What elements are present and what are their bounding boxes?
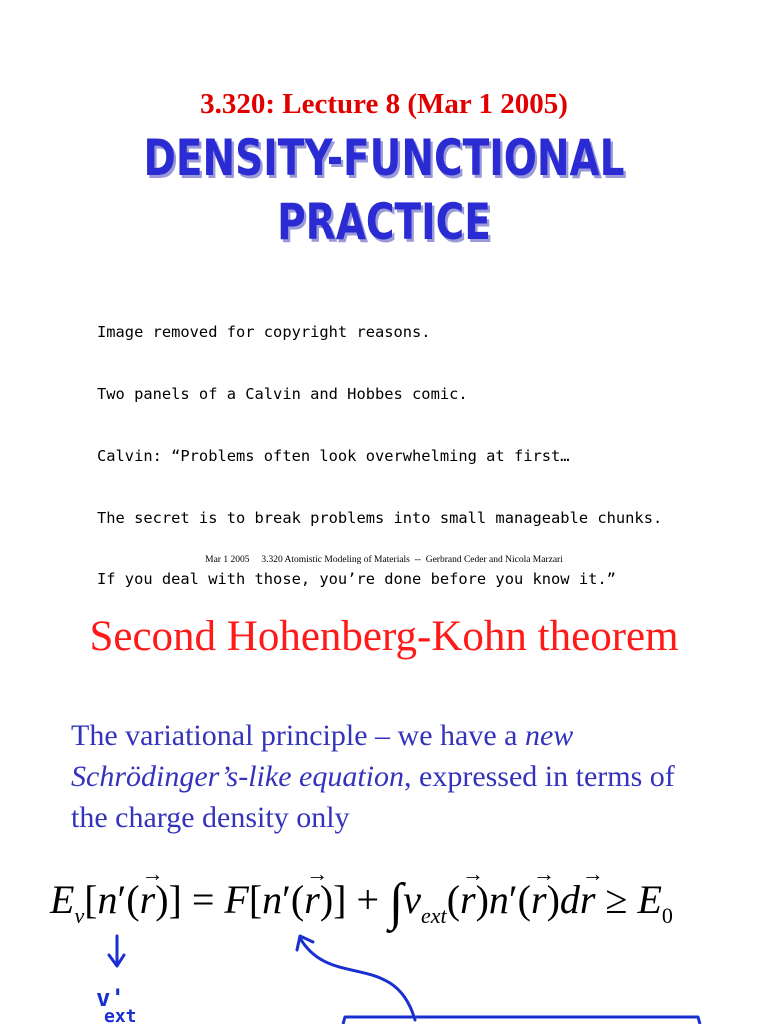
slide-footer: Mar 1 2005 3.320 Atomistic Modeling of Materials -- Gerbrand Ceder and Nicola Marzari bbox=[205, 555, 563, 565]
notice-line: Calvin: “Problems often look overwhelming at first… bbox=[97, 446, 570, 465]
lecture-title: 3.320: Lecture 8 (Mar 1 2005) bbox=[200, 88, 568, 120]
energy-functional-equation: $E_v[n'(\to r)] = F[n'(\to r)] + \int v_{ext}(\to r)n'(\to r)d\to r \ge E_0$ bbox=[50, 872, 673, 944]
notice-line: Two panels of a Calvin and Hobbes comic. bbox=[97, 384, 468, 403]
slide-main-title: DENSITY-FUNCTIONAL PRACTICE bbox=[143, 129, 625, 251]
description-emphasis: new Schrödinger’s-like equation bbox=[71, 719, 574, 793]
annotation-label-sub: ext bbox=[104, 1006, 137, 1024]
description-text: The variational principle – we have a bbox=[71, 719, 525, 752]
annotation-label: v' bbox=[96, 984, 125, 1012]
curved-arrow-annotation bbox=[300, 938, 415, 1020]
notice-line: The secret is to break problems into small manageable chunks. bbox=[97, 508, 663, 527]
notice-line: If you deal with those, you’re done before you know it.” bbox=[97, 570, 616, 589]
down-arrow-annotation bbox=[109, 936, 124, 966]
theorem-title: Second Hohenberg-Kohn theorem bbox=[89, 613, 679, 660]
bracket-annotation bbox=[343, 1017, 700, 1024]
notice-line: Image removed for copyright reasons. bbox=[97, 323, 431, 342]
description-text-end: , expressed in terms of the charge density only bbox=[71, 760, 675, 834]
